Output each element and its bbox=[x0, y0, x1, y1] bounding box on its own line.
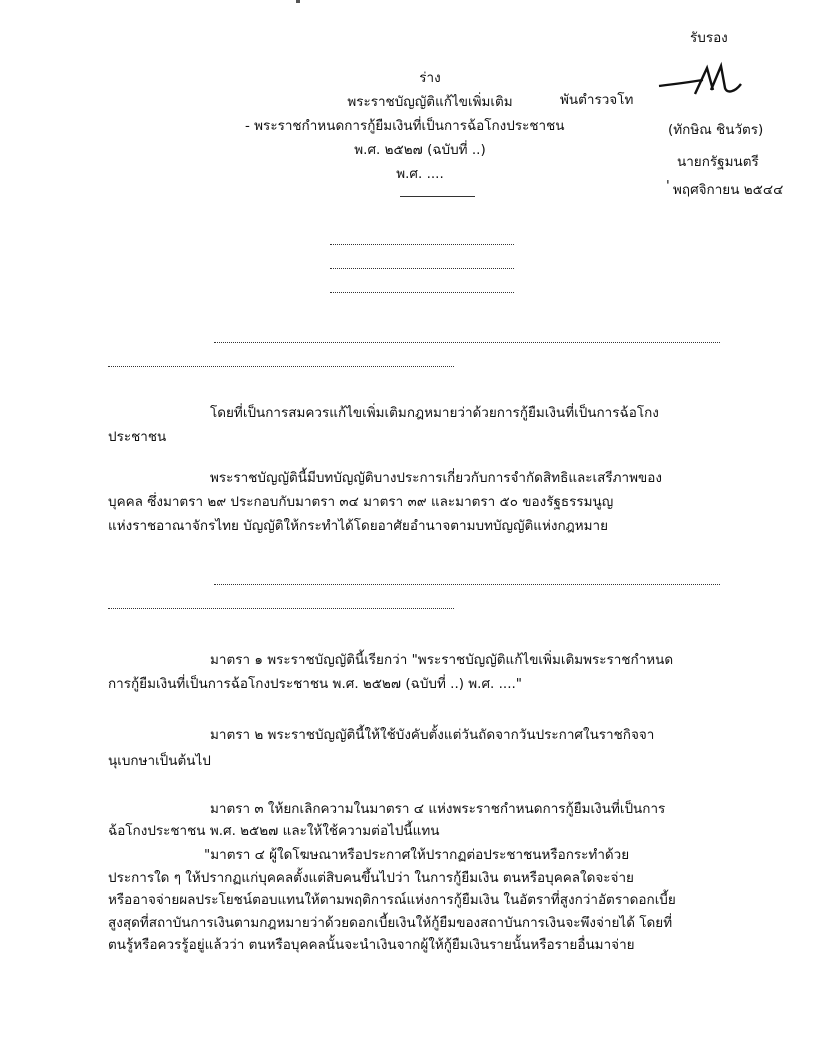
dotted-line bbox=[330, 292, 514, 293]
section4-line: "มาตรา ๔ ผู้ใดโฆษณาหรือประกาศให้ปรากฏต่อประชาชนหรือกระทำด้วย bbox=[204, 847, 630, 863]
date-mark: ' bbox=[666, 178, 670, 194]
section4-line: หรืออาจจ่ายผลประโยชน์ตอบแทนให้ตามพฤติการณ์แห่งการกู้ยืมเงิน ในอัตราที่สูงกว่าอัตราดอกเบี้ย bbox=[108, 892, 676, 908]
section-line: มาตรา ๓ ให้ยกเลิกความในมาตรา ๔ แห่งพระราชกำหนดการกู้ยืมเงินที่เป็นการ bbox=[210, 801, 666, 817]
section-line: มาตรา ๒ พระราชบัญญัตินี้ให้ใช้บังคับตั้งแต่วันถัดจากวันประกาศในราชกิจจา bbox=[210, 727, 655, 743]
approval-name: (ทักษิณ ชินวัตร) bbox=[668, 122, 764, 138]
rights-line: แห่งราชอาณาจักรไทย บัญญัติให้กระทำได้โดยอาศัยอำนาจตามบทบัญญัติแห่งกฎหมาย bbox=[108, 518, 609, 534]
approval-certified: รับรอง bbox=[690, 30, 728, 46]
title-line-3: พ.ศ. ๒๕๒๗ (ฉบับที่ ..) bbox=[354, 142, 486, 158]
rights-line: พระราชบัญญัตินี้มีบทบัญญัติบางประการเกี่ยวกับการจำกัดสิทธิและเสรีภาพของ bbox=[210, 470, 662, 486]
scan-mark bbox=[296, 0, 300, 3]
title-line-4: พ.ศ. .... bbox=[396, 166, 444, 182]
approval-rank: พันตำรวจโท bbox=[560, 92, 634, 108]
preamble-line: ประชาชน bbox=[108, 429, 167, 445]
dotted-line bbox=[330, 268, 514, 269]
section4-line: สูงสุดที่สถาบันการเงินตามกฎหมายว่าด้วยดอกเบี้ยเงินให้กู้ยืมของสถาบันการเงินจะพึงจ่ายได้ โดยที่ bbox=[108, 914, 673, 931]
signature-image bbox=[655, 62, 765, 102]
title-line-2: - พระราชกำหนดการกู้ยืมเงินที่เป็นการฉ้อโกงประชาชน bbox=[245, 118, 565, 134]
section-1 bbox=[108, 648, 720, 696]
approval-position: นายกรัฐมนตรี bbox=[677, 154, 759, 170]
dotted-line bbox=[330, 244, 514, 245]
rights-line: บุคคล ซึ่งมาตรา ๒๙ ประกอบกับมาตรา ๓๔ มาตรา ๓๙ และมาตรา ๕๐ ของรัฐธรรมนูญ bbox=[108, 494, 614, 510]
title-divider bbox=[400, 196, 475, 197]
section-line: มาตรา ๑ พระราชบัญญัตินี้เรียกว่า "พระราชบัญญัติแก้ไขเพิ่มเติมพระราชกำหนด bbox=[210, 652, 674, 668]
section-2 bbox=[108, 722, 720, 774]
preamble-line: โดยที่เป็นการสมควรแก้ไขเพิ่มเติมกฎหมายว่าด้วยการกู้ยืมเงินที่เป็นการฉ้อโกง bbox=[210, 405, 659, 421]
dotted-line bbox=[214, 342, 720, 343]
section-3 bbox=[108, 798, 720, 842]
section-4-text bbox=[108, 844, 720, 957]
section4-line: ตนรู้หรือควรรู้อยู่แล้วว่า ตนหรือบุคคลนั้นจะนำเงินจากผู้ให้กู้ยืมเงินรายนั้นหรือรายอื่นมาจ่าย bbox=[108, 937, 635, 953]
section-line: นุเบกษาเป็นต้นไป bbox=[108, 753, 211, 769]
dotted-line bbox=[108, 608, 454, 609]
dotted-line bbox=[214, 584, 720, 585]
dotted-line bbox=[108, 366, 454, 367]
draft-label: ร่าง bbox=[419, 70, 441, 86]
section4-line: ประการใด ๆ ให้ปรากฏแก่บุคคลตั้งแต่สิบคนขึ้นไปว่า ในการกู้ยืมเงิน ตนหรือบุคคลใดจะจ่าย bbox=[108, 869, 634, 886]
section-line: การกู้ยืมเงินที่เป็นการฉ้อโกงประชาชน พ.ศ. ๒๕๒๗ (ฉบับที่ ..) พ.ศ. ...." bbox=[108, 676, 523, 692]
rights-clause bbox=[108, 466, 720, 538]
approval-date: พฤศจิกายน ๒๕๔๔ bbox=[673, 182, 784, 198]
title-line-1: พระราชบัญญัติแก้ไขเพิ่มเติม bbox=[347, 94, 513, 110]
section-line: ฉ้อโกงประชาชน พ.ศ. ๒๕๒๗ และให้ใช้ความต่อไปนี้แทน bbox=[108, 823, 440, 839]
preamble bbox=[108, 402, 720, 448]
